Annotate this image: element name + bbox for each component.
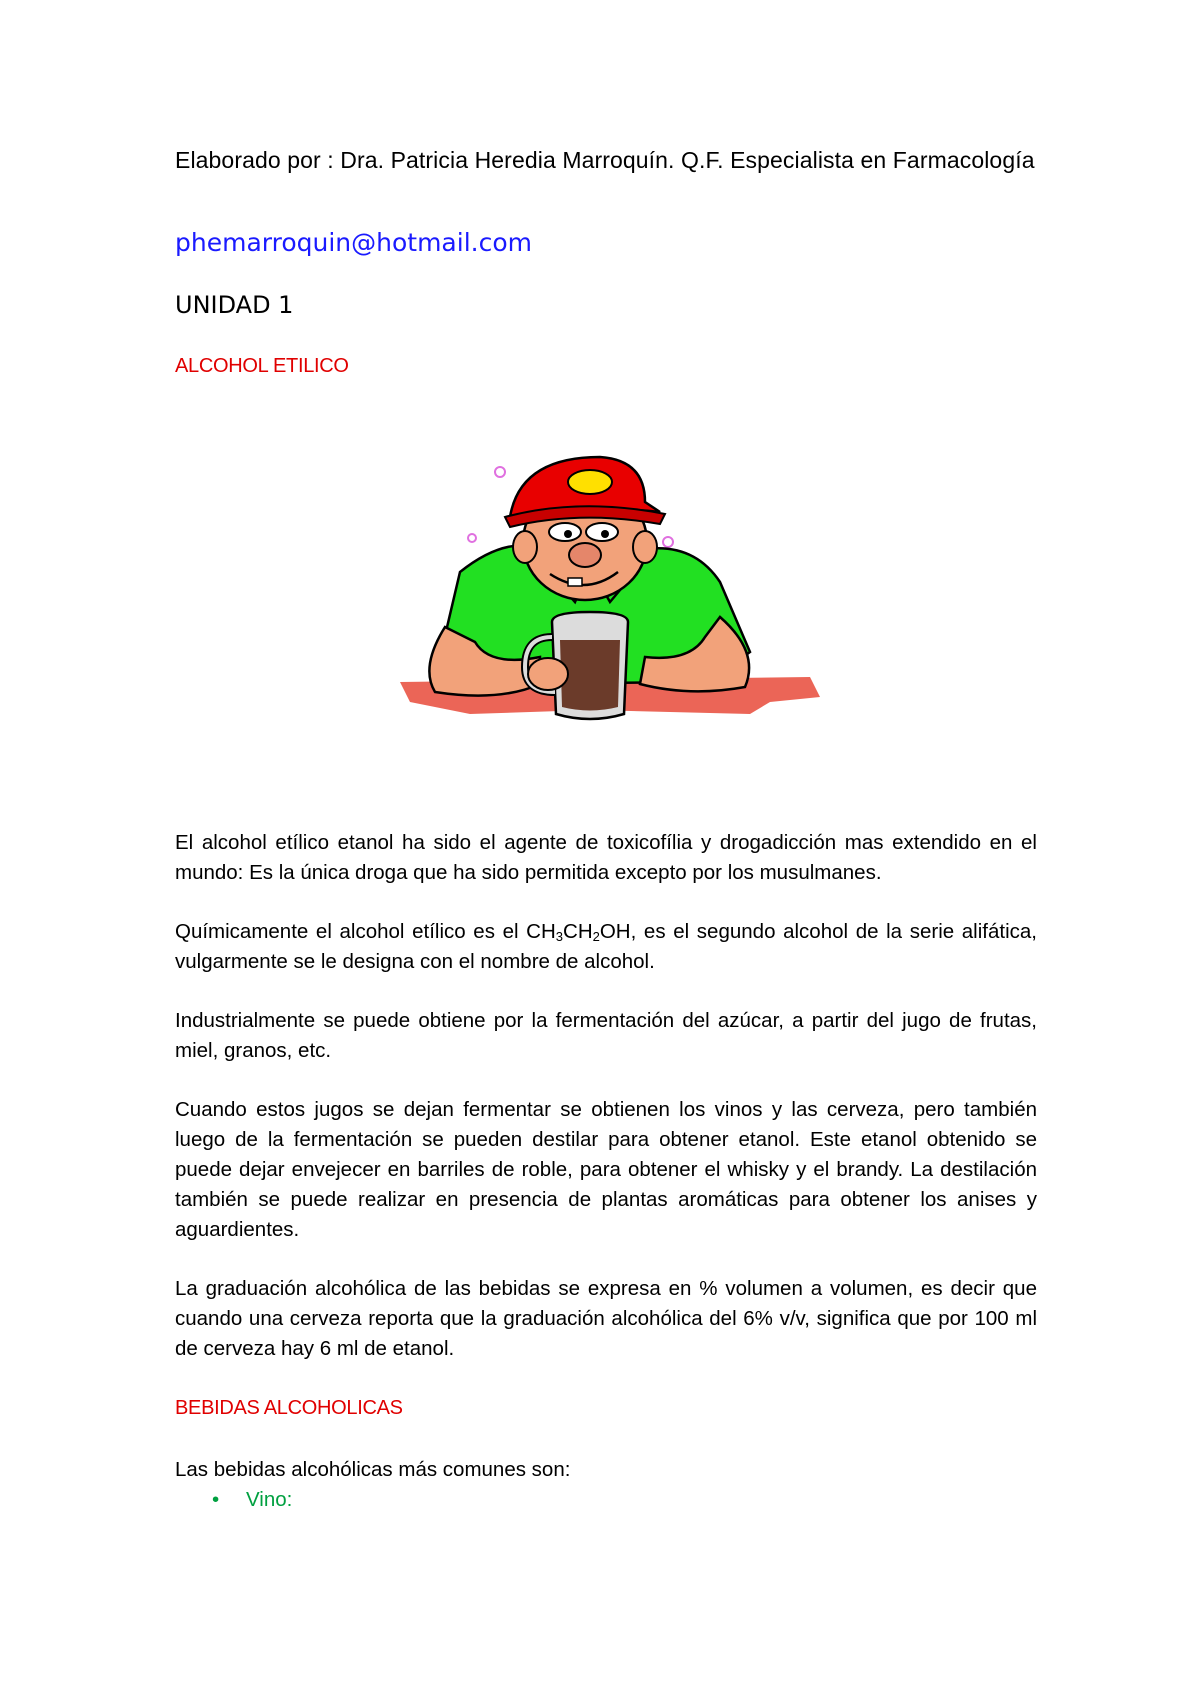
bullet-icon: •	[212, 1488, 220, 1511]
author-line: Elaborado por : Dra. Patricia Heredia Marroquín. Q.F. Especialista en Farmacología	[175, 147, 1035, 173]
list-item	[212, 1485, 292, 1515]
cap-badge	[568, 470, 612, 494]
unit-title: UNIDAD 1	[175, 291, 294, 319]
section-heading-bebidas-alcoholicas: BEBIDAS ALCOHOLICAS	[175, 1397, 403, 1419]
author-email: phemarroquin@hotmail.com	[175, 228, 532, 257]
paragraph-common-drinks: Las bebidas alcohólicas más comunes son:	[175, 1458, 571, 1481]
section-heading-alcohol-etilico: ALCOHOL ETILICO	[175, 355, 349, 377]
paragraph-chemistry: Químicamente el alcohol etílico es el $CH_3CH_2OH$, es el segundo alcohol de la serie alifática, vulgarmente se le designa con el nombre de alcohol.	[175, 920, 1037, 973]
drunk-man-illustration	[390, 452, 830, 772]
paragraph-intro: El alcohol etílico etanol ha sido el agente de toxicofília y drogadicción mas extendido en el mundo: Es la única droga que ha sido permitida excepto por los musulmanes.	[175, 831, 1037, 884]
list-item-label: Vino:	[246, 1488, 293, 1511]
paragraph-graduation: La graduación alcohólica de las bebidas se expresa en % volumen a volumen, es decir que cuando una cerveza reporta que la graduación alcohólica del 6% v/v, significa que por 100 ml de cerveza hay 6 ml de etanol.	[175, 1277, 1037, 1360]
paragraph-fermentation: Cuando estos jugos se dejan fermentar se obtienen los vinos y las cerveza, pero también luego de la fermentación se pueden destilar para obtener etanol. Este etanol obtenido se puede dejar envejecer en barriles de roble, para obtener el whisky y el brandy. La destilación también se puede realizar en presencia de plantas aromáticas para obtener los anises y aguardientes.	[175, 1098, 1037, 1241]
paragraph-industrial: Industrialmente se puede obtiene por la fermentación del azúcar, a partir del jugo de frutas, miel, granos, etc.	[175, 1009, 1037, 1062]
